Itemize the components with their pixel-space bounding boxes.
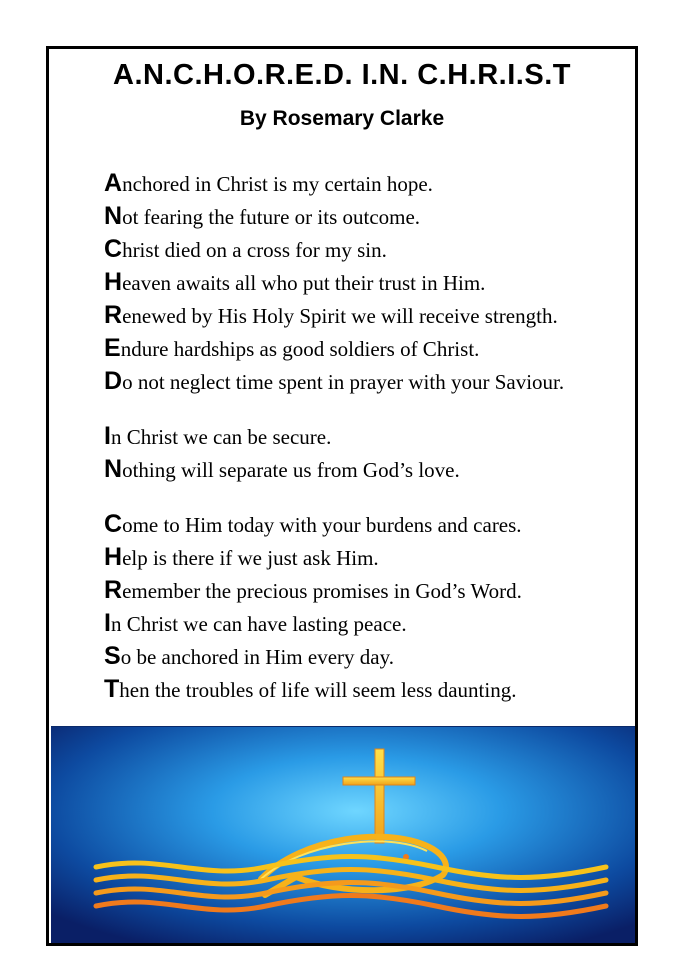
line-text: emember the precious promises in God’s Word. <box>122 579 522 603</box>
stanza-3 <box>104 508 634 706</box>
poem-line <box>104 233 634 266</box>
poem-line <box>104 574 634 607</box>
line-initial: I <box>104 609 111 637</box>
poem-author: By Rosemary Clarke <box>239 107 445 130</box>
poem-line <box>104 607 634 640</box>
poem-line <box>104 420 634 453</box>
poem-line <box>104 541 634 574</box>
line-initial: C <box>104 510 123 538</box>
poem-line <box>104 365 634 398</box>
line-text: ot fearing the future or its outcome. <box>122 205 421 229</box>
line-initial: T <box>104 675 120 703</box>
poem-body <box>104 167 634 728</box>
line-text: hrist died on a cross for my sin. <box>122 238 387 262</box>
line-text: ndure hardships as good soldiers of Christ. <box>120 337 480 361</box>
poem-line <box>104 640 634 673</box>
line-text: o be anchored in Him every day. <box>120 645 394 669</box>
line-text: n Christ we can be secure. <box>110 425 332 449</box>
line-initial: S <box>104 642 121 670</box>
line-initial: E <box>104 334 121 362</box>
line-text: hen the troubles of life will seem less daunting. <box>119 678 517 702</box>
line-initial: R <box>104 576 123 604</box>
banner-artwork <box>51 727 638 946</box>
line-initial: H <box>104 268 123 296</box>
line-text: othing will separate us from God’s love. <box>122 458 460 482</box>
banner-illustration <box>51 726 638 946</box>
line-text: eaven awaits all who put their trust in Him. <box>122 271 486 295</box>
poem-line <box>104 299 634 332</box>
line-text: o not neglect time spent in prayer with your Saviour. <box>122 370 565 394</box>
poem-line <box>104 673 634 706</box>
line-initial: H <box>104 543 123 571</box>
line-initial: A <box>104 169 123 197</box>
line-initial: N <box>104 202 123 230</box>
line-text: nchored in Christ is my certain hope. <box>122 172 433 196</box>
poem-line <box>104 266 634 299</box>
poem-card <box>46 46 638 946</box>
line-initial: D <box>104 367 123 395</box>
poem-line <box>104 508 634 541</box>
poem-line <box>104 453 634 486</box>
line-text: enewed by His Holy Spirit we will receive strength. <box>122 304 558 328</box>
line-initial: C <box>104 235 123 263</box>
line-text: n Christ we can have lasting peace. <box>110 612 407 636</box>
poem-line <box>104 332 634 365</box>
stanza-2 <box>104 420 634 486</box>
line-text: elp is there if we just ask Him. <box>122 546 379 570</box>
poem-title: A.N.C.H.O.R.E.D. I.N. C.H.R.I.S.T <box>113 59 571 91</box>
line-initial: R <box>104 301 123 329</box>
poem-line <box>104 167 634 200</box>
line-initial: N <box>104 455 123 483</box>
poem-line <box>104 200 634 233</box>
line-initial: I <box>104 422 111 450</box>
line-text: ome to Him today with your burdens and cares. <box>122 513 522 537</box>
stanza-1 <box>104 167 634 398</box>
